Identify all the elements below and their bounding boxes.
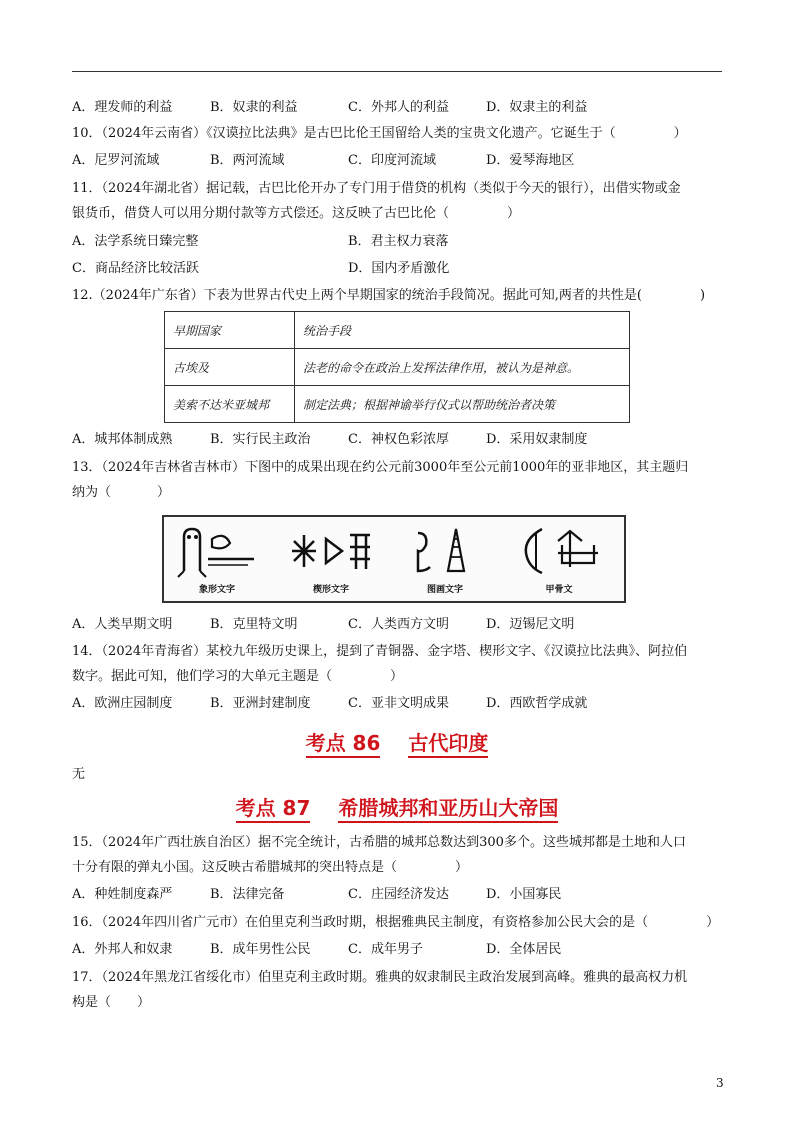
heading-title: 古代印度 xyxy=(408,731,488,758)
q11-option-c: C．商品经济比较活跃 xyxy=(72,261,199,276)
q15-option-b: B．法律完备 xyxy=(210,887,285,902)
heading-number: 考点 86 xyxy=(306,731,381,758)
none-text: 无 xyxy=(72,767,86,782)
figure-caption: 图画文字 xyxy=(426,585,463,595)
q15-option-d: D．小国寡民 xyxy=(486,887,562,902)
q11-option-b: B．君主权力衰落 xyxy=(348,234,449,249)
table-cell: 美索不达米亚城邦 xyxy=(165,386,295,423)
q10-option-b: B．两河流域 xyxy=(210,153,285,168)
q14-option-c: C．亚非文明成果 xyxy=(348,696,449,711)
hieroglyph-item xyxy=(172,523,262,597)
q11-option-d: D．国内矛盾激化 xyxy=(348,261,450,276)
q10-stem: 10．（2024年云南省）《汉谟拉比法典》是古巴比伦王国留给人类的宝贵文化遗产。它诞生于（ ） xyxy=(72,126,687,141)
q15-option-a: A．种姓制度森严 xyxy=(72,887,173,902)
q9-option-d: D．奴隶主的利益 xyxy=(486,100,588,115)
q16-option-a: A．外邦人和奴隶 xyxy=(72,942,173,957)
figure-caption: 甲骨文 xyxy=(545,585,573,595)
oracle-bone-image xyxy=(514,523,604,579)
q15-stem-line1: 15．（2024年广西壮族自治区）据不完全统计，古希腊的城邦总数达到300多个。这些城邦都是土地和人口 xyxy=(72,835,686,850)
table-cell: 统治手段 xyxy=(295,312,630,349)
cuneiform-image xyxy=(286,523,376,579)
q16-option-b: B．成年男性公民 xyxy=(210,942,311,957)
hieroglyph-image xyxy=(172,523,262,579)
section-heading-86 xyxy=(0,731,794,755)
q14-stem-line2: 数字。据此可知，他们学习的大单元主题是（ ） xyxy=(72,669,404,684)
figure-caption: 楔形文字 xyxy=(312,585,349,595)
q16-stem: 16．（2024年四川省广元市）在伯里克利当政时期，根据雅典民主制度，有资格参加公民大会的是（ ） xyxy=(72,915,720,930)
pictograph-item xyxy=(400,523,490,597)
table-cell: 制定法典；根据神谕举行仪式以帮助统治者决策 xyxy=(295,386,630,423)
header-rule xyxy=(72,71,722,72)
q13-option-c: C．人类西方文明 xyxy=(348,617,449,632)
q11-option-a: A．法学系统日臻完整 xyxy=(72,234,199,249)
table-cell: 古埃及 xyxy=(165,349,295,386)
q16-option-c: C．成年男子 xyxy=(348,942,423,957)
q10-option-d: D．爱琴海地区 xyxy=(486,153,575,168)
table-row xyxy=(165,312,630,349)
section-heading-87 xyxy=(0,796,794,820)
q9-option-c: C．外邦人的利益 xyxy=(348,100,449,115)
q12-option-d: D．采用奴隶制度 xyxy=(486,432,588,447)
oracle-bone-item xyxy=(514,523,604,597)
table-cell: 法老的命令在政治上发挥法律作用，被认为是神意。 xyxy=(295,349,630,386)
q12-option-a: A．城邦体制成熟 xyxy=(72,432,173,447)
q9-option-b: B．奴隶的利益 xyxy=(210,100,298,115)
heading-number: 考点 87 xyxy=(236,796,311,823)
q13-stem-line2: 纳为（ ） xyxy=(72,485,171,500)
q12-option-c: C．神权色彩浓厚 xyxy=(348,432,449,447)
cuneiform-item xyxy=(286,523,376,597)
figure-caption: 象形文字 xyxy=(198,585,235,595)
q15-stem-line2: 十分有限的弹丸小国。这反映古希腊城邦的突出特点是（ ） xyxy=(72,860,469,875)
q14-stem-line1: 14．（2024年青海省）某校九年级历史课上，提到了青铜器、金字塔、楔形文字、《汉谟拉比法典》、阿拉伯 xyxy=(72,644,688,659)
pictograph-image xyxy=(400,523,490,579)
ancient-scripts-figure xyxy=(162,515,626,603)
table-row xyxy=(165,349,630,386)
table-cell: 早期国家 xyxy=(165,312,295,349)
q12-option-b: B．实行民主政治 xyxy=(210,432,311,447)
q17-stem-line1: 17．（2024年黑龙江省绥化市）伯里克利主政时期。雅典的奴隶制民主政治发展到高峰。雅典的最高权力机 xyxy=(72,970,688,985)
q13-option-a: A．人类早期文明 xyxy=(72,617,173,632)
q13-option-b: B．克里特文明 xyxy=(210,617,298,632)
q12-stem: 12.（2024年广东省）下表为世界古代史上两个早期国家的统治手段简况。据此可知,两者的共性是( ) xyxy=(72,288,706,303)
q14-option-d: D．西欧哲学成就 xyxy=(486,696,588,711)
q16-option-d: D．全体居民 xyxy=(486,942,562,957)
page-number: 3 xyxy=(716,1076,724,1090)
q13-stem-line1: 13．（2024年吉林省吉林市）下图中的成果出现在约公元前3000年至公元前1000年的亚非地区，其主题归 xyxy=(72,460,689,475)
q14-option-a: A．欧洲庄园制度 xyxy=(72,696,173,711)
q10-option-c: C．印度河流域 xyxy=(348,153,436,168)
q14-option-b: B．亚洲封建制度 xyxy=(210,696,311,711)
q15-option-c: C．庄园经济发达 xyxy=(348,887,449,902)
q11-stem-line1: 11．（2024年湖北省）据记载，古巴比伦开办了专门用于借贷的机构（类似于今天的银行），出借实物或金 xyxy=(72,181,681,196)
q9-option-a: A．理发师的利益 xyxy=(72,100,173,115)
q10-option-a: A．尼罗河流域 xyxy=(72,153,160,168)
q13-option-d: D．迈锡尼文明 xyxy=(486,617,575,632)
table-row xyxy=(165,386,630,423)
q12-table xyxy=(164,311,630,423)
q11-stem-line2: 银货币，借贷人可以用分期付款等方式偿还。这反映了古巴比伦（ ） xyxy=(72,206,521,221)
q17-stem-line2: 构是（ ） xyxy=(72,995,151,1010)
heading-title: 希腊城邦和亚历山大帝国 xyxy=(338,796,558,823)
